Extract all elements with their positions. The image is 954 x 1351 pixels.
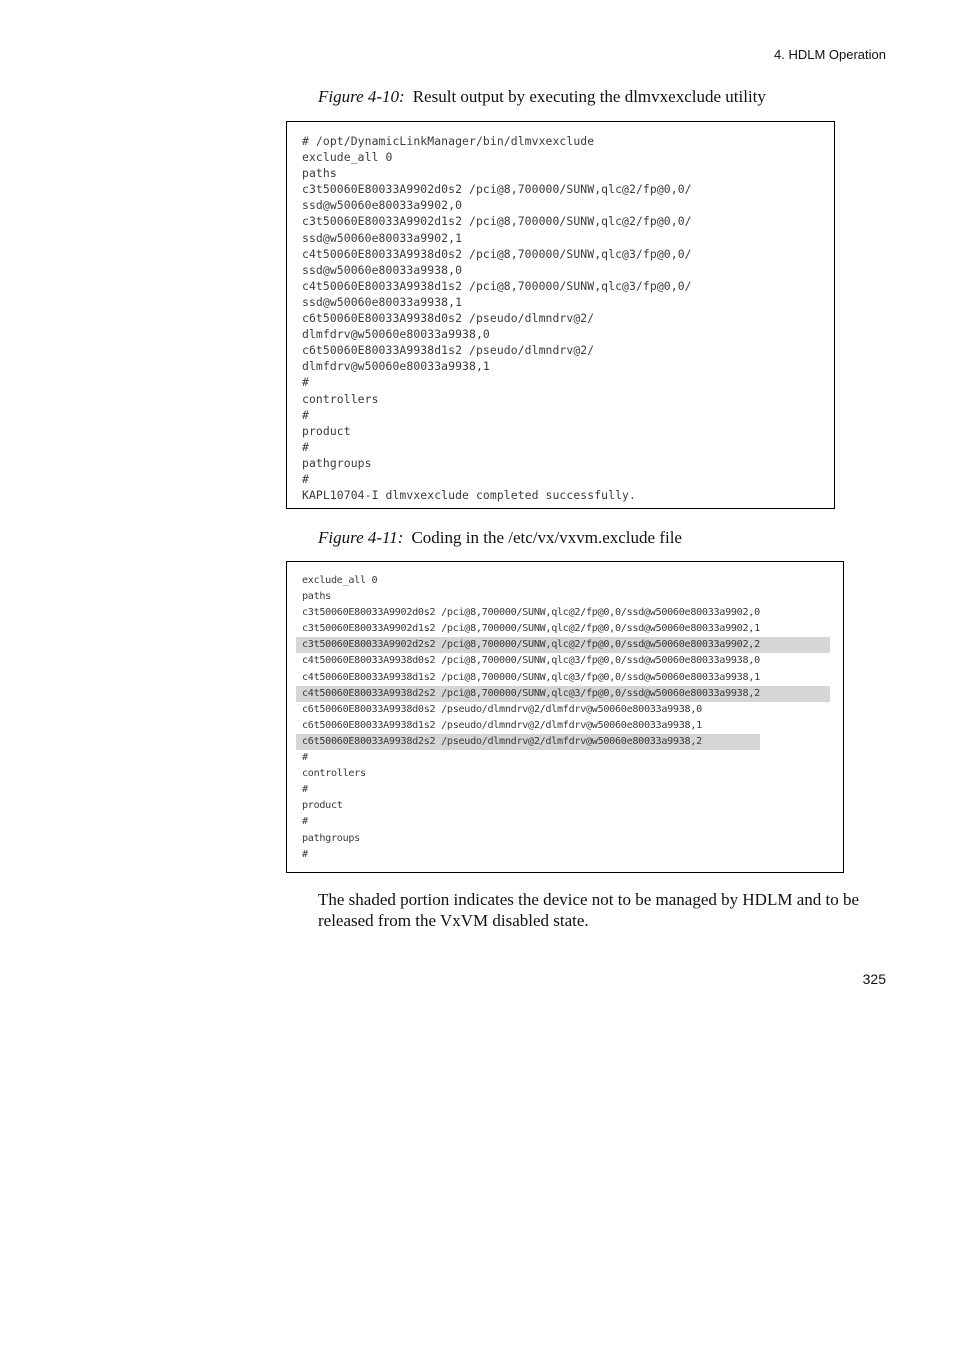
code-line: paths — [302, 166, 337, 181]
code-line: c3t50060E80033A9902d1s2 /pci@8,700000/SUNW,qlc@2/fp@0,0/ — [302, 214, 692, 229]
code-line: pathgroups — [302, 455, 372, 470]
shaded-code-line: c4t50060E80033A9938d2s2 /pci@8,700000/SUNW,qlc@3/fp@0,0/ssd@w50060e80033a9938,2 — [296, 686, 830, 702]
code-line: c4t50060E80033A9938d0s2 /pci@8,700000/SUNW,qlc@3/fp@0,0/ — [302, 246, 692, 261]
running-header: 4. HDLM Operation — [774, 47, 886, 62]
code-line: product — [302, 423, 351, 438]
code-line: # — [302, 784, 308, 796]
figure-4-11-title: Coding in the /etc/vx/vxvm.exclude file — [411, 528, 682, 547]
code-line: KAPL10704-I dlmvxexclude completed successfully. — [302, 488, 636, 503]
shaded-portion-explanation: The shaded portion indicates the device not to be managed by HDLM and to be released from the VxVM disabled state. — [318, 890, 860, 930]
code-line: dlmfdrv@w50060e80033a9938,0 — [302, 327, 490, 342]
code-line: # — [302, 848, 308, 860]
shaded-code-line: c6t50060E80033A9938d2s2 /pseudo/dlmndrv@2/dlmfdrv@w50060e80033a9938,2 — [296, 734, 760, 750]
code-line: c4t50060E80033A9938d0s2 /pci@8,700000/SUNW,qlc@3/fp@0,0/ssd@w50060e80033a9938,0 — [302, 655, 760, 667]
code-line: ssd@w50060e80033a9938,1 — [302, 294, 463, 309]
code-line: product — [302, 800, 343, 812]
code-line: controllers — [302, 768, 366, 780]
code-line: c4t50060E80033A9938d1s2 /pci@8,700000/SUNW,qlc@3/fp@0,0/ — [302, 278, 692, 293]
code-line: c6t50060E80033A9938d0s2 /pseudo/dlmndrv@2/ — [302, 311, 595, 326]
figure-4-10-label: Figure 4-10: — [318, 87, 405, 106]
code-line: # — [302, 471, 309, 486]
figure-4-10-code-box — [286, 121, 835, 509]
figure-4-11-label: Figure 4-11: — [318, 528, 404, 547]
code-line: dlmfdrv@w50060e80033a9938,1 — [302, 359, 490, 374]
code-line: exclude_all 0 — [302, 150, 393, 165]
code-line: # — [302, 816, 308, 828]
code-line: controllers — [302, 391, 379, 406]
code-line: c3t50060E80033A9902d0s2 /pci@8,700000/SUNW,qlc@2/fp@0,0/ — [302, 182, 692, 197]
code-line: paths — [302, 591, 331, 603]
code-line: c3t50060E80033A9902d0s2 /pci@8,700000/SUNW,qlc@2/fp@0,0/ssd@w50060e80033a9902,0 — [302, 607, 760, 619]
code-line: c3t50060E80033A9902d1s2 /pci@8,700000/SUNW,qlc@2/fp@0,0/ssd@w50060e80033a9902,1 — [302, 623, 760, 635]
code-line: ssd@w50060e80033a9902,0 — [302, 198, 463, 213]
code-line: # — [302, 375, 309, 390]
code-line: c6t50060E80033A9938d1s2 /pseudo/dlmndrv@2/dlmfdrv@w50060e80033a9938,1 — [302, 719, 702, 731]
figure-4-11-code-box — [286, 561, 844, 873]
code-line: c6t50060E80033A9938d0s2 /pseudo/dlmndrv@2/dlmfdrv@w50060e80033a9938,0 — [302, 703, 702, 715]
code-line: # — [302, 752, 308, 764]
shaded-code-line: c3t50060E80033A9902d2s2 /pci@8,700000/SUNW,qlc@2/fp@0,0/ssd@w50060e80033a9902,2 — [296, 637, 830, 653]
page-number: 325 — [862, 971, 886, 987]
figure-4-11-caption — [318, 528, 682, 548]
code-line: c4t50060E80033A9938d1s2 /pci@8,700000/SUNW,qlc@3/fp@0,0/ssd@w50060e80033a9938,1 — [302, 671, 760, 683]
code-line: c6t50060E80033A9938d1s2 /pseudo/dlmndrv@2/ — [302, 343, 595, 358]
code-line: exclude_all 0 — [302, 575, 378, 586]
code-line: pathgroups — [302, 832, 360, 844]
figure-4-10-title: Result output by executing the dlmvxexclude utility — [412, 87, 766, 106]
code-line: # /opt/DynamicLinkManager/bin/dlmvxexclude — [302, 134, 595, 148]
figure-4-10-caption — [318, 87, 766, 107]
code-line: # — [302, 439, 309, 454]
code-line: ssd@w50060e80033a9938,0 — [302, 262, 463, 277]
code-line: # — [302, 407, 309, 422]
code-line: ssd@w50060e80033a9902,1 — [302, 230, 463, 245]
